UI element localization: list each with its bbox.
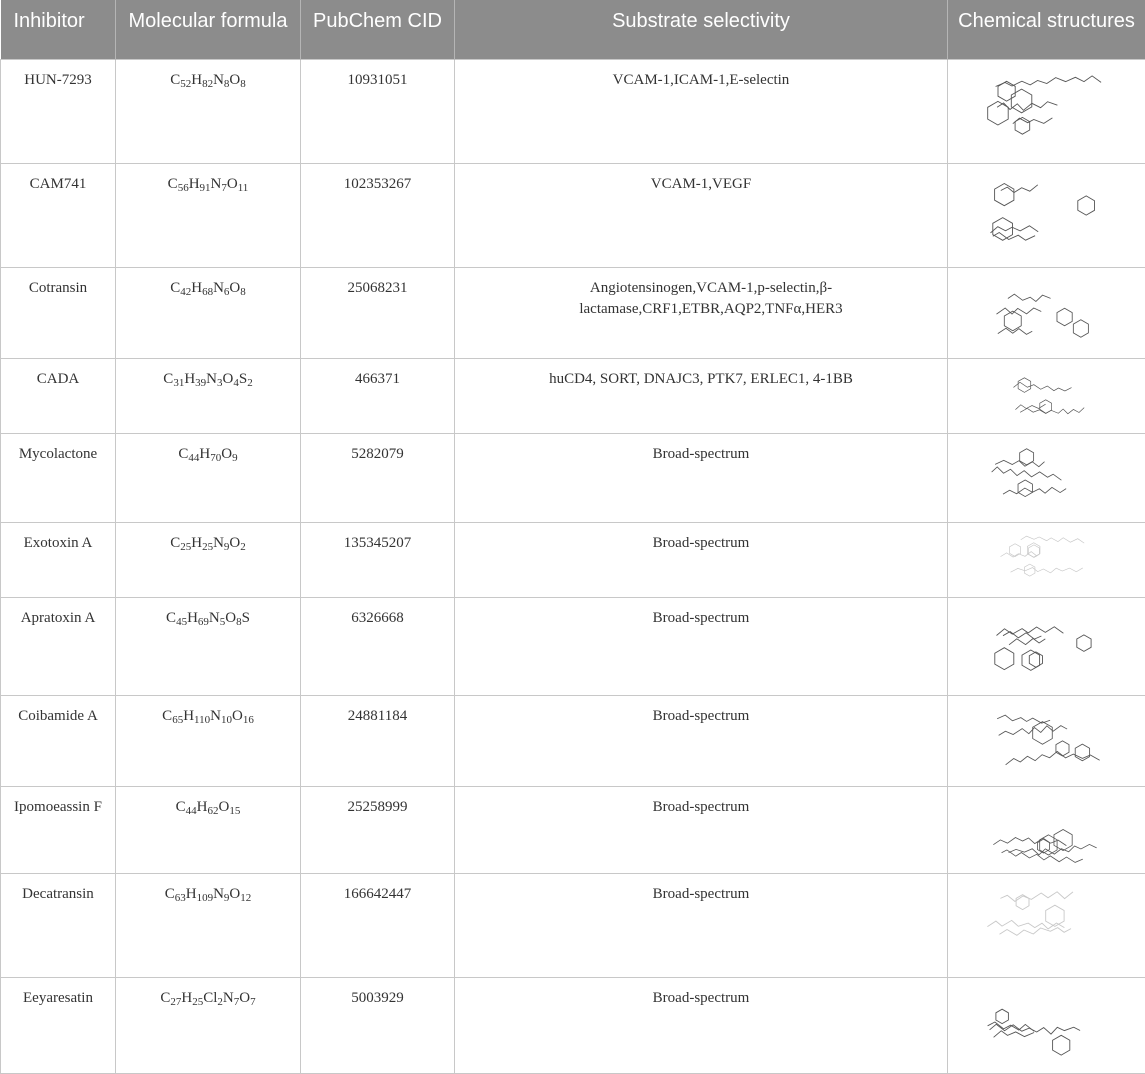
molecular-formula	[116, 597, 301, 695]
substrate-selectivity: VCAM-1,VEGF	[455, 163, 948, 267]
pubchem-cid: 25068231	[301, 267, 455, 358]
formula-count: 7	[221, 181, 227, 194]
chemical-structure-exotoxin-a-icon	[977, 527, 1117, 590]
chemical-structure-cell	[948, 873, 1145, 977]
formula-element: C	[160, 989, 171, 1006]
inhibitor-name: HUN-7293	[1, 59, 116, 163]
formula-count: 91	[199, 181, 211, 194]
formula-element: O	[239, 989, 251, 1006]
formula-element: N	[210, 707, 221, 724]
formula-count: 69	[197, 615, 209, 628]
substrate-selectivity: Broad-spectrum	[455, 786, 948, 873]
formula-element: O	[229, 534, 241, 551]
formula-count: 42	[180, 285, 192, 298]
formula-element: C	[178, 445, 189, 462]
formula-element: N	[213, 71, 224, 88]
substrate-selectivity: Broad-spectrum	[455, 977, 948, 1073]
formula-element: O	[221, 445, 233, 462]
formula-element: H	[199, 445, 211, 462]
formula-element: S	[238, 370, 248, 387]
formula-count: 82	[202, 77, 214, 90]
pubchem-cid: 466371	[301, 358, 455, 433]
table-row	[1, 433, 1145, 522]
substrate-selectivity: huCD4, SORT, DNAJC3, PTK7, ERLEC1, 4-1BB	[455, 358, 948, 433]
substrate-selectivity: Broad-spectrum	[455, 695, 948, 786]
formula-element: O	[231, 707, 243, 724]
pubchem-cid: 135345207	[301, 522, 455, 597]
pubchem-cid: 10931051	[301, 59, 455, 163]
formula-count: 16	[242, 713, 254, 726]
formula-count: 56	[177, 181, 189, 194]
formula-element: C	[170, 534, 181, 551]
substrate-selectivity: Angiotensinogen,VCAM-1,p-selectin,β-lactamase,CRF1,ETBR,AQP2,TNFα,HER3	[455, 267, 948, 358]
formula-element: C	[170, 279, 181, 296]
table-row	[1, 59, 1145, 163]
header-row	[1, 0, 1145, 59]
header-pubchem-cid: PubChem CID	[301, 0, 455, 59]
formula-element: O	[218, 798, 230, 815]
formula-count: 6	[223, 285, 230, 298]
formula-element: N	[208, 609, 220, 626]
formula-element: H	[188, 175, 200, 192]
chemical-structure-cell	[948, 977, 1145, 1073]
formula-element: O	[229, 71, 241, 88]
table-row	[1, 873, 1145, 977]
formula-element: N	[210, 175, 222, 192]
formula-count: 12	[240, 891, 252, 904]
formula-count: 109	[196, 891, 214, 904]
formula-element: O	[229, 279, 241, 296]
formula-element: H	[196, 798, 208, 815]
formula-count: 110	[194, 713, 211, 726]
formula-count: 63	[174, 891, 186, 904]
chemical-structure-cell	[948, 59, 1145, 163]
substrate-selectivity: Broad-spectrum	[455, 597, 948, 695]
molecular-formula	[116, 163, 301, 267]
chemical-structure-cell	[948, 433, 1145, 522]
formula-element: C	[170, 71, 181, 88]
chemical-structure-eeyaresatin-icon	[977, 982, 1117, 1066]
pubchem-cid: 25258999	[301, 786, 455, 873]
formula-element: Cl	[203, 989, 218, 1006]
molecular-formula	[116, 695, 301, 786]
chemical-structure-cell	[948, 522, 1145, 597]
formula-element: O	[222, 370, 234, 387]
molecular-formula	[116, 267, 301, 358]
substrate-selectivity: Broad-spectrum	[455, 873, 948, 977]
inhibitor-name: Coibamide A	[1, 695, 116, 786]
header-molecular-formula: Molecular formula	[116, 0, 301, 59]
formula-element: H	[191, 71, 203, 88]
header-chemical-structures: Chemical structures	[948, 0, 1145, 59]
formula-count: 9	[223, 891, 230, 904]
formula-element: H	[185, 885, 197, 902]
chemical-structure-cell	[948, 695, 1145, 786]
formula-count: 8	[240, 285, 246, 298]
formula-count: 31	[173, 376, 185, 389]
formula-element: O	[226, 175, 238, 192]
formula-count: 65	[172, 713, 184, 726]
formula-count: 25	[192, 995, 204, 1008]
table-row	[1, 522, 1145, 597]
formula-element: H	[191, 279, 203, 296]
pubchem-cid: 5003929	[301, 977, 455, 1073]
inhibitor-name: CADA	[1, 358, 116, 433]
molecular-formula	[116, 358, 301, 433]
formula-count: 45	[176, 615, 188, 628]
inhibitor-name: Cotransin	[1, 267, 116, 358]
table-row	[1, 163, 1145, 267]
formula-count: 44	[185, 804, 197, 817]
pubchem-cid: 24881184	[301, 695, 455, 786]
inhibitor-name: CAM741	[1, 163, 116, 267]
formula-element: C	[164, 885, 175, 902]
formula-element: C	[167, 175, 178, 192]
molecular-formula	[116, 977, 301, 1073]
formula-count: 2	[247, 376, 253, 389]
formula-element: C	[163, 370, 174, 387]
formula-count: 70	[210, 451, 222, 464]
formula-element: S	[241, 609, 250, 626]
inhibitor-name: Apratoxin A	[1, 597, 116, 695]
table-row	[1, 358, 1145, 433]
formula-count: 25	[202, 540, 214, 553]
formula-element: H	[184, 370, 196, 387]
chemical-structure-cell	[948, 786, 1145, 873]
formula-element: H	[187, 609, 198, 626]
formula-count: 62	[207, 804, 219, 817]
formula-count: 7	[233, 995, 240, 1008]
chemical-structure-cell	[948, 358, 1145, 433]
molecular-formula	[116, 59, 301, 163]
formula-element: O	[229, 885, 241, 902]
chemical-structure-mycolactone-icon	[977, 438, 1117, 515]
chemical-structure-decatransin-icon	[977, 878, 1117, 962]
formula-count: 9	[223, 540, 230, 553]
chemical-structure-apratoxin-a-icon	[977, 602, 1117, 686]
chemical-structure-cell	[948, 163, 1145, 267]
formula-count: 52	[180, 77, 192, 90]
formula-element: N	[213, 885, 224, 902]
formula-count: 2	[240, 540, 246, 553]
header-inhibitor: Inhibitor	[1, 0, 116, 59]
formula-element: C	[162, 707, 173, 724]
inhibitor-name: Exotoxin A	[1, 522, 116, 597]
chemical-structure-cell	[948, 267, 1145, 358]
formula-count: 10	[220, 713, 232, 726]
formula-count: 3	[217, 376, 223, 389]
inhibitor-name: Ipomoeassin F	[1, 786, 116, 873]
pubchem-cid: 102353267	[301, 163, 455, 267]
formula-count: 2	[217, 995, 223, 1008]
table-row	[1, 695, 1145, 786]
formula-count: 8	[236, 615, 242, 628]
formula-element: O	[225, 609, 237, 626]
substrate-selectivity: VCAM-1,ICAM-1,E-selectin	[455, 59, 948, 163]
formula-count: 15	[229, 804, 241, 817]
chemical-structure-ipomoeassin-f-icon	[977, 791, 1117, 866]
molecular-formula	[116, 522, 301, 597]
formula-element: H	[183, 707, 195, 724]
chemical-structure-coibamide-a-icon	[977, 700, 1117, 779]
molecular-formula	[116, 873, 301, 977]
inhibitor-name: Mycolactone	[1, 433, 116, 522]
chemical-structure-cotransin-icon	[977, 272, 1117, 351]
formula-count: 7	[250, 995, 256, 1008]
table-row	[1, 597, 1145, 695]
pubchem-cid: 6326668	[301, 597, 455, 695]
formula-element: H	[181, 989, 193, 1006]
molecular-formula	[116, 433, 301, 522]
formula-count: 8	[240, 77, 246, 90]
chemical-structure-hun-7293-icon	[977, 64, 1117, 148]
formula-element: N	[213, 279, 224, 296]
formula-element: H	[191, 534, 203, 551]
formula-element: N	[222, 989, 234, 1006]
formula-element: C	[166, 609, 177, 626]
formula-count: 8	[223, 77, 230, 90]
formula-count: 4	[233, 376, 239, 389]
inhibitor-name: Eeyaresatin	[1, 977, 116, 1073]
pubchem-cid: 5282079	[301, 433, 455, 522]
inhibitor-name: Decatransin	[1, 873, 116, 977]
formula-element: C	[175, 798, 186, 815]
molecular-formula	[116, 786, 301, 873]
chemical-structure-cada-icon	[977, 363, 1117, 426]
substrate-selectivity: Broad-spectrum	[455, 433, 948, 522]
chemical-structure-cell	[948, 597, 1145, 695]
table-row	[1, 786, 1145, 873]
formula-count: 27	[170, 995, 182, 1008]
table-row	[1, 267, 1145, 358]
formula-element: N	[213, 534, 224, 551]
substrate-selectivity: Broad-spectrum	[455, 522, 948, 597]
pubchem-cid: 166642447	[301, 873, 455, 977]
formula-element: N	[206, 370, 217, 387]
formula-count: 68	[202, 285, 214, 298]
header-substrate-selectivity: Substrate selectivity	[455, 0, 948, 59]
formula-count: 5	[219, 615, 226, 628]
formula-count: 44	[188, 451, 200, 464]
formula-count: 9	[232, 451, 238, 464]
table-row	[1, 977, 1145, 1073]
formula-count: 25	[180, 540, 192, 553]
formula-count: 39	[195, 376, 207, 389]
chemical-structure-cam741-icon	[977, 168, 1117, 252]
formula-count: 11	[237, 181, 249, 194]
